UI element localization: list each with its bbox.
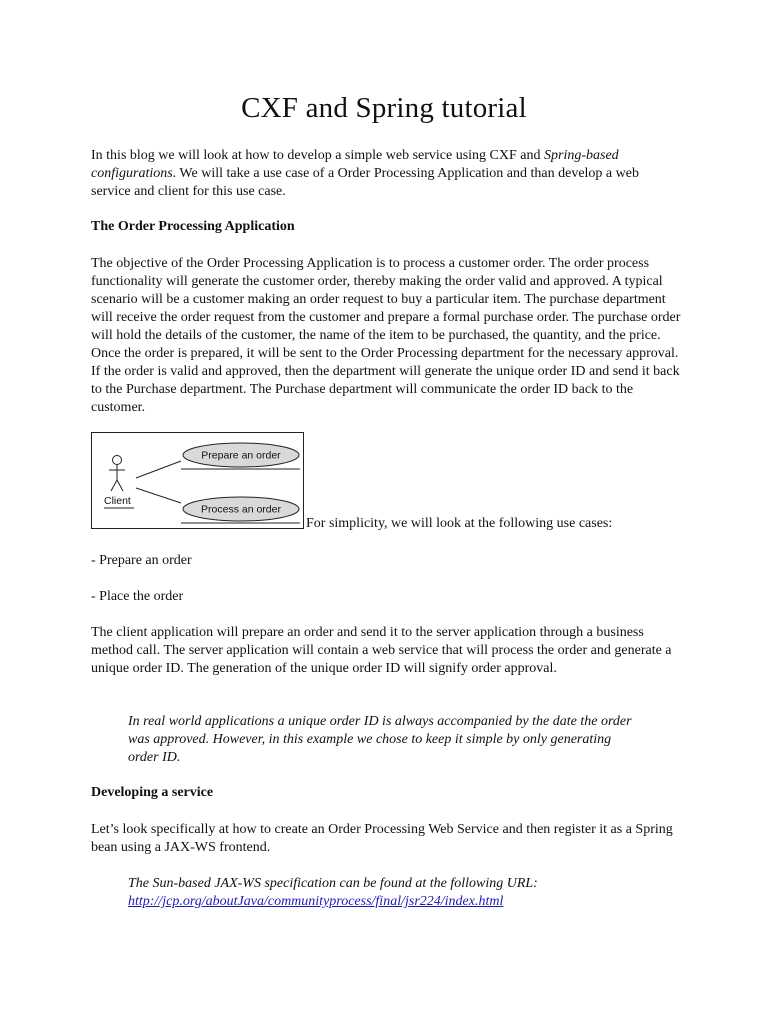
note-jaxws-text: The Sun-based JAX-WS specification can be found at the following URL: — [128, 876, 538, 891]
diagram-caption: For simplicity, we will look at the following use cases: — [306, 516, 613, 531]
use-case-list-item-2: - Place the order — [91, 589, 184, 604]
use-case-diagram — [91, 432, 304, 529]
client-server-paragraph: The client application will prepare an order and send it to the server application through a business method call. The server application will contain a web service that will process the order and generate a unique order ID. The generation of the unique order ID will signify order approval. — [91, 625, 672, 676]
actor-label: Client — [104, 495, 131, 507]
intro-paragraph — [91, 147, 681, 201]
note-order-date: In real world applications a unique order ID is always accompanied by the date the order was approved. However, in this example we chose to keep it simple by only generating order ID. — [128, 714, 632, 765]
association-line-2 — [136, 488, 181, 503]
intro-text-before: In this blog we will look at how to develop a simple web service using CXF and — [91, 148, 544, 163]
note-jaxws-spec — [128, 875, 638, 911]
page-title: CXF and Spring tutorial — [241, 92, 527, 124]
use-case-diagram-svg — [92, 433, 303, 528]
section-heading-developing-service: Developing a service — [91, 785, 214, 800]
association-line-1 — [136, 461, 181, 478]
use-case-label-2: Process an order — [201, 503, 281, 516]
intro-emphasis: Spring-based configurations — [91, 148, 619, 181]
actor-stick-figure — [109, 456, 125, 492]
use-case-label-1: Prepare an order — [201, 449, 281, 462]
use-case-list-item-1: - Prepare an order — [91, 553, 192, 568]
developing-service-paragraph: Let’s look specifically at how to create an Order Processing Web Service and then register it as a Spring bean using a JAX-WS frontend. — [91, 822, 673, 855]
jaxws-spec-link[interactable]: http://jcp.org/aboutJava/communityprocess/final/jsr224/index.html — [128, 894, 504, 909]
section-heading-order-processing: The Order Processing Application — [91, 219, 295, 234]
order-processing-paragraph: The objective of the Order Processing Application is to process a customer order. The order process functionality will generate the customer order, thereby making the order valid and approved. A typical scenario will be a customer making an order request to buy a particular item. The purchase department will receive the order request from the customer and prepare a formal purchase order. The purchase order will hold the details of the customer, the name of the item to be purchased, the quantity, and the price. Once the order is prepared, it will be sent to the Order Processing department for the necessary approval. If the order is valid and approved, then the department will generate the unique order ID and send it back to the Purchase department. The Purchase department will communicate the order ID back to the customer. — [91, 256, 681, 415]
intro-text-after: . We will take a use case of a Order Processing Application and than develop a web service and client for this use case. — [91, 166, 639, 199]
